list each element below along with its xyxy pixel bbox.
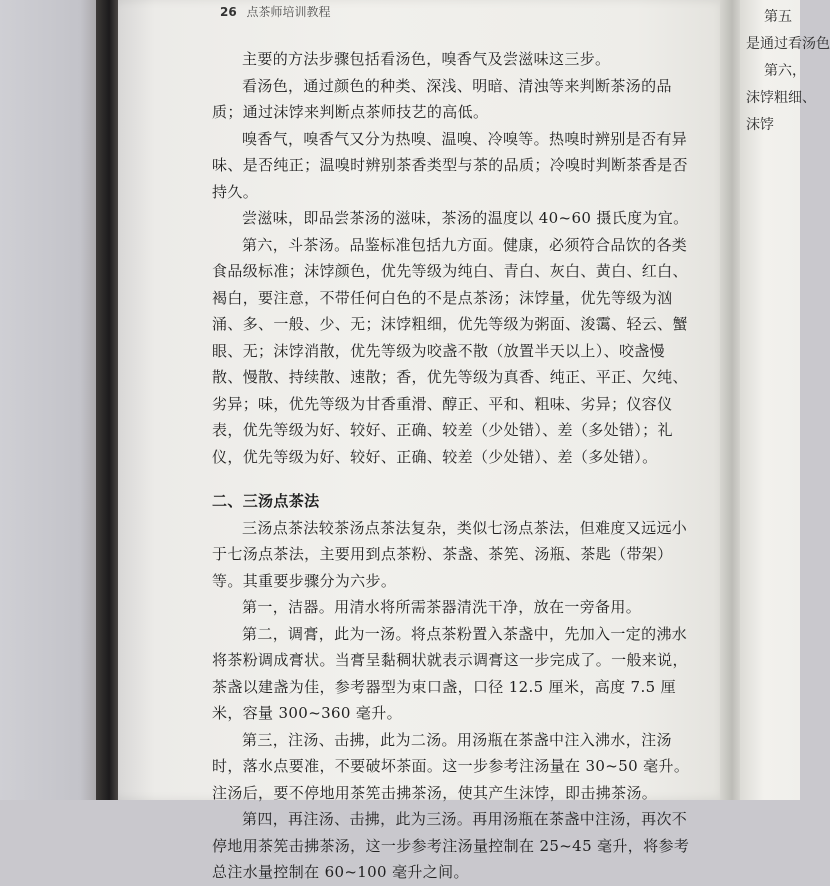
right-page-line: 沫饽粗细、 (746, 90, 816, 106)
paragraph: 看汤色，通过颜色的种类、深浅、明暗、清浊等来判断茶汤的品质；通过沫饽来判断点茶师技艺的高低。 (212, 76, 672, 121)
running-head (220, 3, 331, 20)
paragraph: 尝滋味，即品尝茶汤的滋味，茶汤的温度以 40~60 摄氏度为宜。 (242, 209, 689, 227)
section-heading: 二、三汤点茶法 (212, 492, 320, 510)
book-title: 点茶师培训教程 (246, 5, 331, 19)
right-page-line: 沫饽 (746, 117, 774, 133)
paragraph: 第六，斗茶汤。品鉴标准包括九方面。健康，必须符合品饮的各类食品级标准；沫饽颜色，优先等级为纯白、青白、灰白、黄白、红白、褐白，要注意，不带任何白色的不是点茶汤；沫饽量，优先等级为汹涌、多、一般、少、无；沫饽粗细，优先等级为粥面、浚霭、轻云、蟹眼、无；沫饽消散，优先等级为咬盏不散（放置半天以上）、咬盏慢散、慢散、持续散、速散；香，优先等级为真香、纯正、平正、欠纯、劣异；味，优先等级为甘香重滑、醇正、平和、粗味、劣异；仪容仪表，优先等级为好、较好、正确、较差（少处错）、差（多处错）；礼仪，优先等级为好、较好、正确、较差（少处错）、差（多处错）。 (212, 235, 688, 466)
right-page-line: 是通过看汤色 (746, 36, 830, 52)
page-number: 26 (220, 5, 237, 19)
paragraph: 第一，洁器。用清水将所需茶器清洗干净，放在一旁备用。 (242, 598, 642, 616)
paragraph: 第二，调膏，此为一汤。将点茶粉置入茶盏中，先加入一定的沸水将茶粉调成膏状。当膏呈黏稠状就表示调膏这一步完成了。一般来说，茶盏以建盏为佳，参考器型为束口盏，口径 12.5 厘米，高度 7.5 厘米，容量 300~360 毫升。 (212, 624, 688, 722)
book-spine (96, 0, 118, 800)
paragraph: 第四，再注汤、击拂，此为三汤。再用汤瓶在茶盏中注汤，再次不停地用茶筅击拂茶汤，这一步参考注汤量控制在 25~45 毫升，将参考总注水量控制在 60~100 毫升之间。 (212, 810, 690, 881)
page-body (212, 46, 694, 886)
paragraph: 三汤点茶法较茶汤点茶法复杂，类似七汤点茶法，但难度又远远小于七汤点茶法，主要用到点茶粉、茶盏、茶筅、汤瓶、茶匙（带架）等。其重要步骤分为六步。 (212, 518, 688, 590)
page-gutter (720, 0, 742, 800)
right-page-line: 第六， (764, 63, 806, 79)
paragraph: 第三，注汤、击拂，此为二汤。用汤瓶在茶盏中注入沸水，注汤时，落水点要准，不要破坏茶面。这一步参考注汤量在 30~50 毫升。注汤后，要不停地用茶筅击拂茶汤，使其产生沫饽，即击拂茶汤。 (212, 730, 690, 802)
right-page (740, 0, 830, 800)
right-page-text (746, 4, 830, 139)
paragraph: 主要的方法步骤包括看汤色，嗅香气及尝滋味这三步。 (242, 50, 611, 68)
paragraph: 嗅香气，嗅香气又分为热嗅、温嗅、冷嗅等。热嗅时辨别是否有异味、是否纯正；温嗅时辨别茶香类型与茶的品质；冷嗅时判断茶香是否持久。 (212, 129, 688, 201)
right-page-line: 第五 (764, 9, 792, 25)
